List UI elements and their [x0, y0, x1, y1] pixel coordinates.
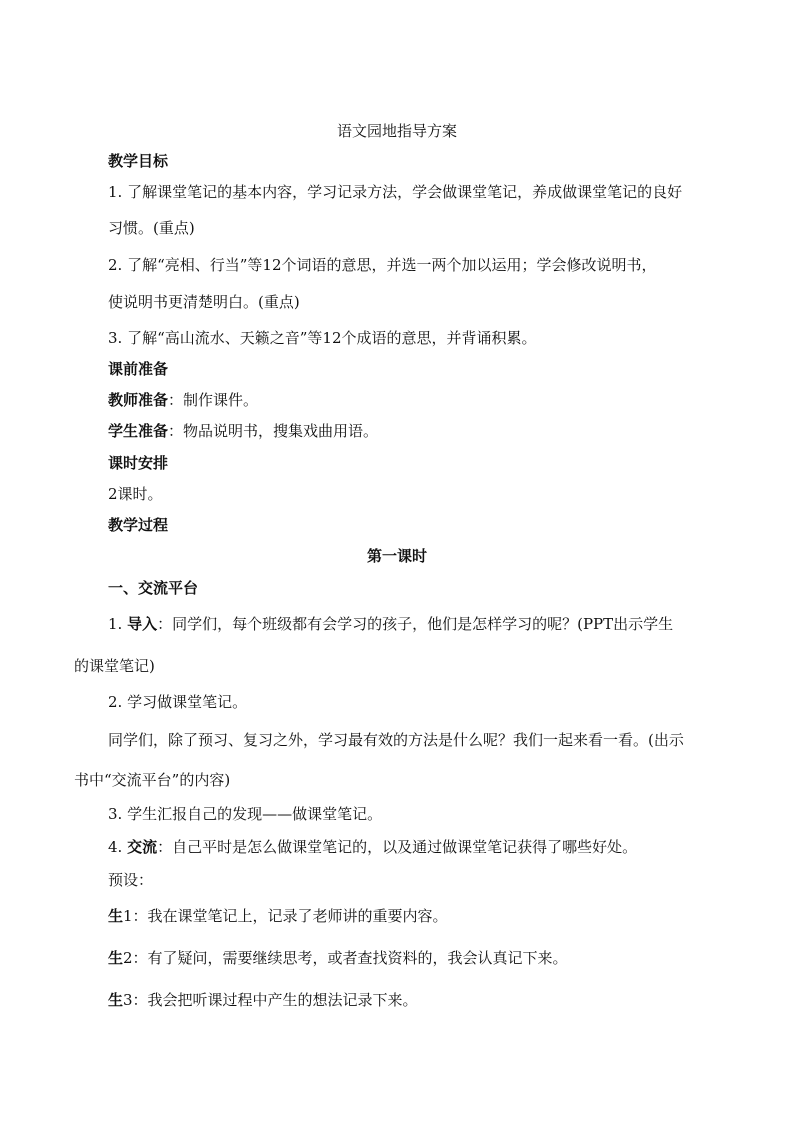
step-1-line-2: 的课堂笔记) [74, 657, 155, 675]
step-4-label: 交流 [127, 838, 158, 856]
student-2-response [108, 948, 568, 968]
student-1-response [108, 906, 448, 926]
teacher-prep-text: ：制作课件。 [168, 391, 259, 409]
process-heading: 教学过程 [108, 516, 169, 534]
student-3-response [108, 990, 418, 1010]
schedule-heading: 课时安排 [108, 454, 169, 472]
student-1-label: 生 [108, 907, 124, 925]
goal-1-line-1: 1. 了解课堂笔记的基本内容，学习记录方法，学会做课堂笔记，养成做课堂笔记的良好 [108, 183, 683, 201]
step-1-label: 导入 [127, 615, 158, 633]
section-1-heading: 一、交流平台 [108, 579, 199, 597]
goals-heading: 教学目标 [108, 152, 169, 170]
student-prep-text: ：物品说明书，搜集戏曲用语。 [168, 422, 379, 440]
student-prep-label: 学生准备 [108, 422, 169, 440]
schedule-text: 2课时。 [108, 485, 163, 503]
goal-2-line-1: 2. 了解“亮相、行当”等12个词语的意思，并选一两个加以运用；学会修改说明书， [108, 256, 657, 274]
step-4-text: ：自己平时是怎么做课堂笔记的，以及通过做课堂笔记获得了哪些好处。 [157, 838, 638, 856]
step-2: 2. 学习做课堂笔记。 [108, 693, 248, 711]
student-3-text: 3：我会把听课过程中产生的想法记录下来。 [123, 991, 418, 1009]
teacher-prep [108, 390, 258, 410]
goal-2-line-2: 使说明书更清楚明白。(重点) [108, 293, 300, 311]
step-1-line-1 [108, 614, 673, 634]
student-1-text: 1：我在课堂笔记上，记录了老师讲的重要内容。 [123, 907, 448, 925]
step-2-paragraph-line-2: 书中“交流平台”的内容) [74, 771, 231, 789]
student-3-label: 生 [108, 991, 124, 1009]
teacher-prep-label: 教师准备 [108, 391, 169, 409]
step-1-text: ：同学们，每个班级都有会学习的孩子，他们是怎样学习的呢？(PPT出示学生 [157, 615, 674, 633]
step-4 [108, 837, 637, 857]
preset-label: 预设： [108, 871, 154, 889]
student-prep [108, 421, 378, 441]
goal-1-line-2: 习惯。(重点) [108, 219, 195, 237]
page-title: 语文园地指导方案 [336, 122, 457, 140]
step-3: 3. 学生汇报自己的发现——做课堂笔记。 [108, 805, 383, 823]
student-2-label: 生 [108, 949, 124, 967]
goal-3: 3. 了解“高山流水、天籁之音”等12个成语的意思，并背诵积累。 [108, 329, 537, 347]
step-4-number: 4. [108, 838, 128, 856]
lesson-1-title: 第一课时 [366, 547, 427, 565]
student-2-text: 2：有了疑问，需要继续思考，或者查找资料的，我会认真记下来。 [123, 949, 568, 967]
step-1-number: 1. [108, 615, 128, 633]
step-2-paragraph-line-1: 同学们，除了预习、复习之外，学习最有效的方法是什么呢？我们一起来看一看。(出示 [108, 731, 684, 749]
prep-heading: 课前准备 [108, 360, 169, 378]
